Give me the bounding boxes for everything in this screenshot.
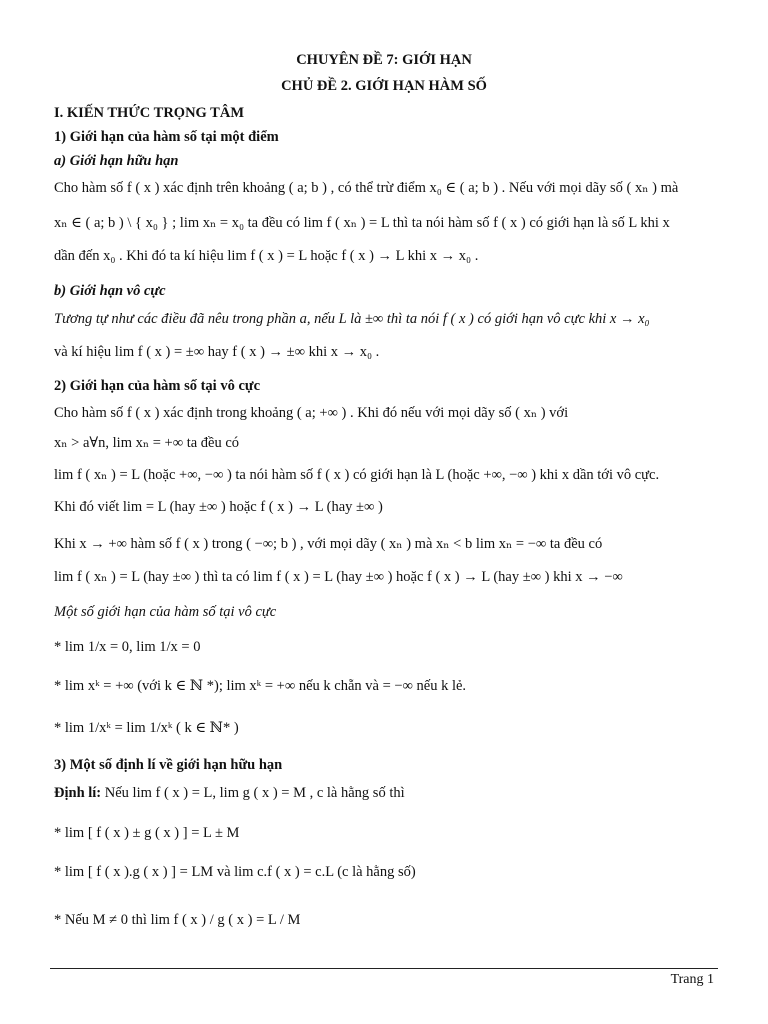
paragraph-line: dần đến x₀ . Khi đó ta kí hiệu lim f ( x ) = L hoặc f ( x ) → L khi x → x₀ . <box>54 248 479 264</box>
formula-bullet: * lim [ f ( x ) ± g ( x ) ] = L ± M <box>54 825 240 841</box>
subheading-infinite-limit: b) Giới hạn vô cực <box>54 283 166 299</box>
paragraph-line: Cho hàm số f ( x ) xác định trên khoảng ( a; b ) , có thể trừ điểm x₀ ∈ ( a; b ) . Nếu với mọi dãy số ( xₙ ) mà <box>54 180 679 196</box>
formula-bullet: * lim 1/x = 0, lim 1/x = 0 <box>54 639 201 655</box>
theorem-label: Định lí: <box>54 785 102 801</box>
page-number: Trang 1 <box>670 972 714 987</box>
formula-bullet: * lim [ f ( x ).g ( x ) ] = LM và lim c.f ( x ) = c.L (c là hằng số) <box>54 864 416 880</box>
theorem-line <box>54 783 716 803</box>
paragraph-line: và kí hiệu lim f ( x ) = ±∞ hay f ( x ) → ±∞ khi x → x₀ . <box>54 344 380 360</box>
subsection-heading-1: 1) Giới hạn của hàm số tại một điểm <box>54 129 279 145</box>
paragraph-line: xₙ > a∀n, lim xₙ = +∞ ta đều có <box>54 435 240 451</box>
chapter-title: CHUYÊN ĐỀ 7: GIỚI HẠN <box>296 52 472 68</box>
topic-title: CHỦ ĐỀ 2. GIỚI HẠN HÀM SỐ <box>281 78 487 94</box>
paragraph-line: Tương tự như các điều đã nêu trong phần a, nếu L là ±∞ thì ta nói f ( x ) có giới hạn vô cực khi x → x₀ <box>54 311 650 327</box>
paragraph-line: Khi đó viết lim = L (hay ±∞ ) hoặc f ( x ) → L (hay ±∞ ) <box>54 499 383 515</box>
section-heading: I. KIẾN THỨC TRỌNG TÂM <box>54 105 245 121</box>
formula-bullet: * lim 1/xᵏ = lim 1/xᵏ ( k ∈ ℕ* ) <box>54 720 239 736</box>
formula-bullet: * lim xᵏ = +∞ (với k ∈ ℕ *); lim xᵏ = +∞ nếu k chẵn và = −∞ nếu k lẻ. <box>54 678 467 694</box>
formula-bullet: * Nếu M ≠ 0 thì lim f ( x ) / g ( x ) = L / M <box>54 912 301 928</box>
subheading-finite-limit: a) Giới hạn hữu hạn <box>54 153 179 169</box>
paragraph-line: lim f ( xₙ ) = L (hay ±∞ ) thì ta có lim f ( x ) = L (hay ±∞ ) hoặc f ( x ) → L (hay ±∞ ) khi x → −∞ <box>54 569 623 585</box>
paragraph-line: Khi x → +∞ hàm số f ( x ) trong ( −∞; b ) , với mọi dãy ( xₙ ) mà xₙ < b lim xₙ = −∞ ta đều có <box>54 536 603 552</box>
footer-divider <box>50 968 718 969</box>
subsection-heading-3: 3) Một số định lí về giới hạn hữu hạn <box>54 757 283 773</box>
theorem-text: Nếu lim f ( x ) = L, lim g ( x ) = M , c là hằng số thì <box>101 785 405 801</box>
paragraph-line: xₙ ∈ ( a; b ) \ { x₀ } ; lim xₙ = x₀ ta đều có lim f ( xₙ ) = L thì ta nói hàm số f ( x ) có giới hạn là số L khi x <box>54 215 670 231</box>
paragraph-line: Cho hàm số f ( x ) xác định trong khoảng ( a; +∞ ) . Khi đó nếu với mọi dãy số ( xₙ ) với <box>54 405 569 421</box>
paragraph-line: lim f ( xₙ ) = L (hoặc +∞, −∞ ) ta nói hàm số f ( x ) có giới hạn là L (hoặc +∞, −∞ ) khi x dần tới vô cực. <box>54 467 660 483</box>
subsection-heading-2: 2) Giới hạn của hàm số tại vô cực <box>54 378 261 394</box>
subheading-limits-at-infinity: Một số giới hạn của hàm số tại vô cực <box>54 604 277 620</box>
